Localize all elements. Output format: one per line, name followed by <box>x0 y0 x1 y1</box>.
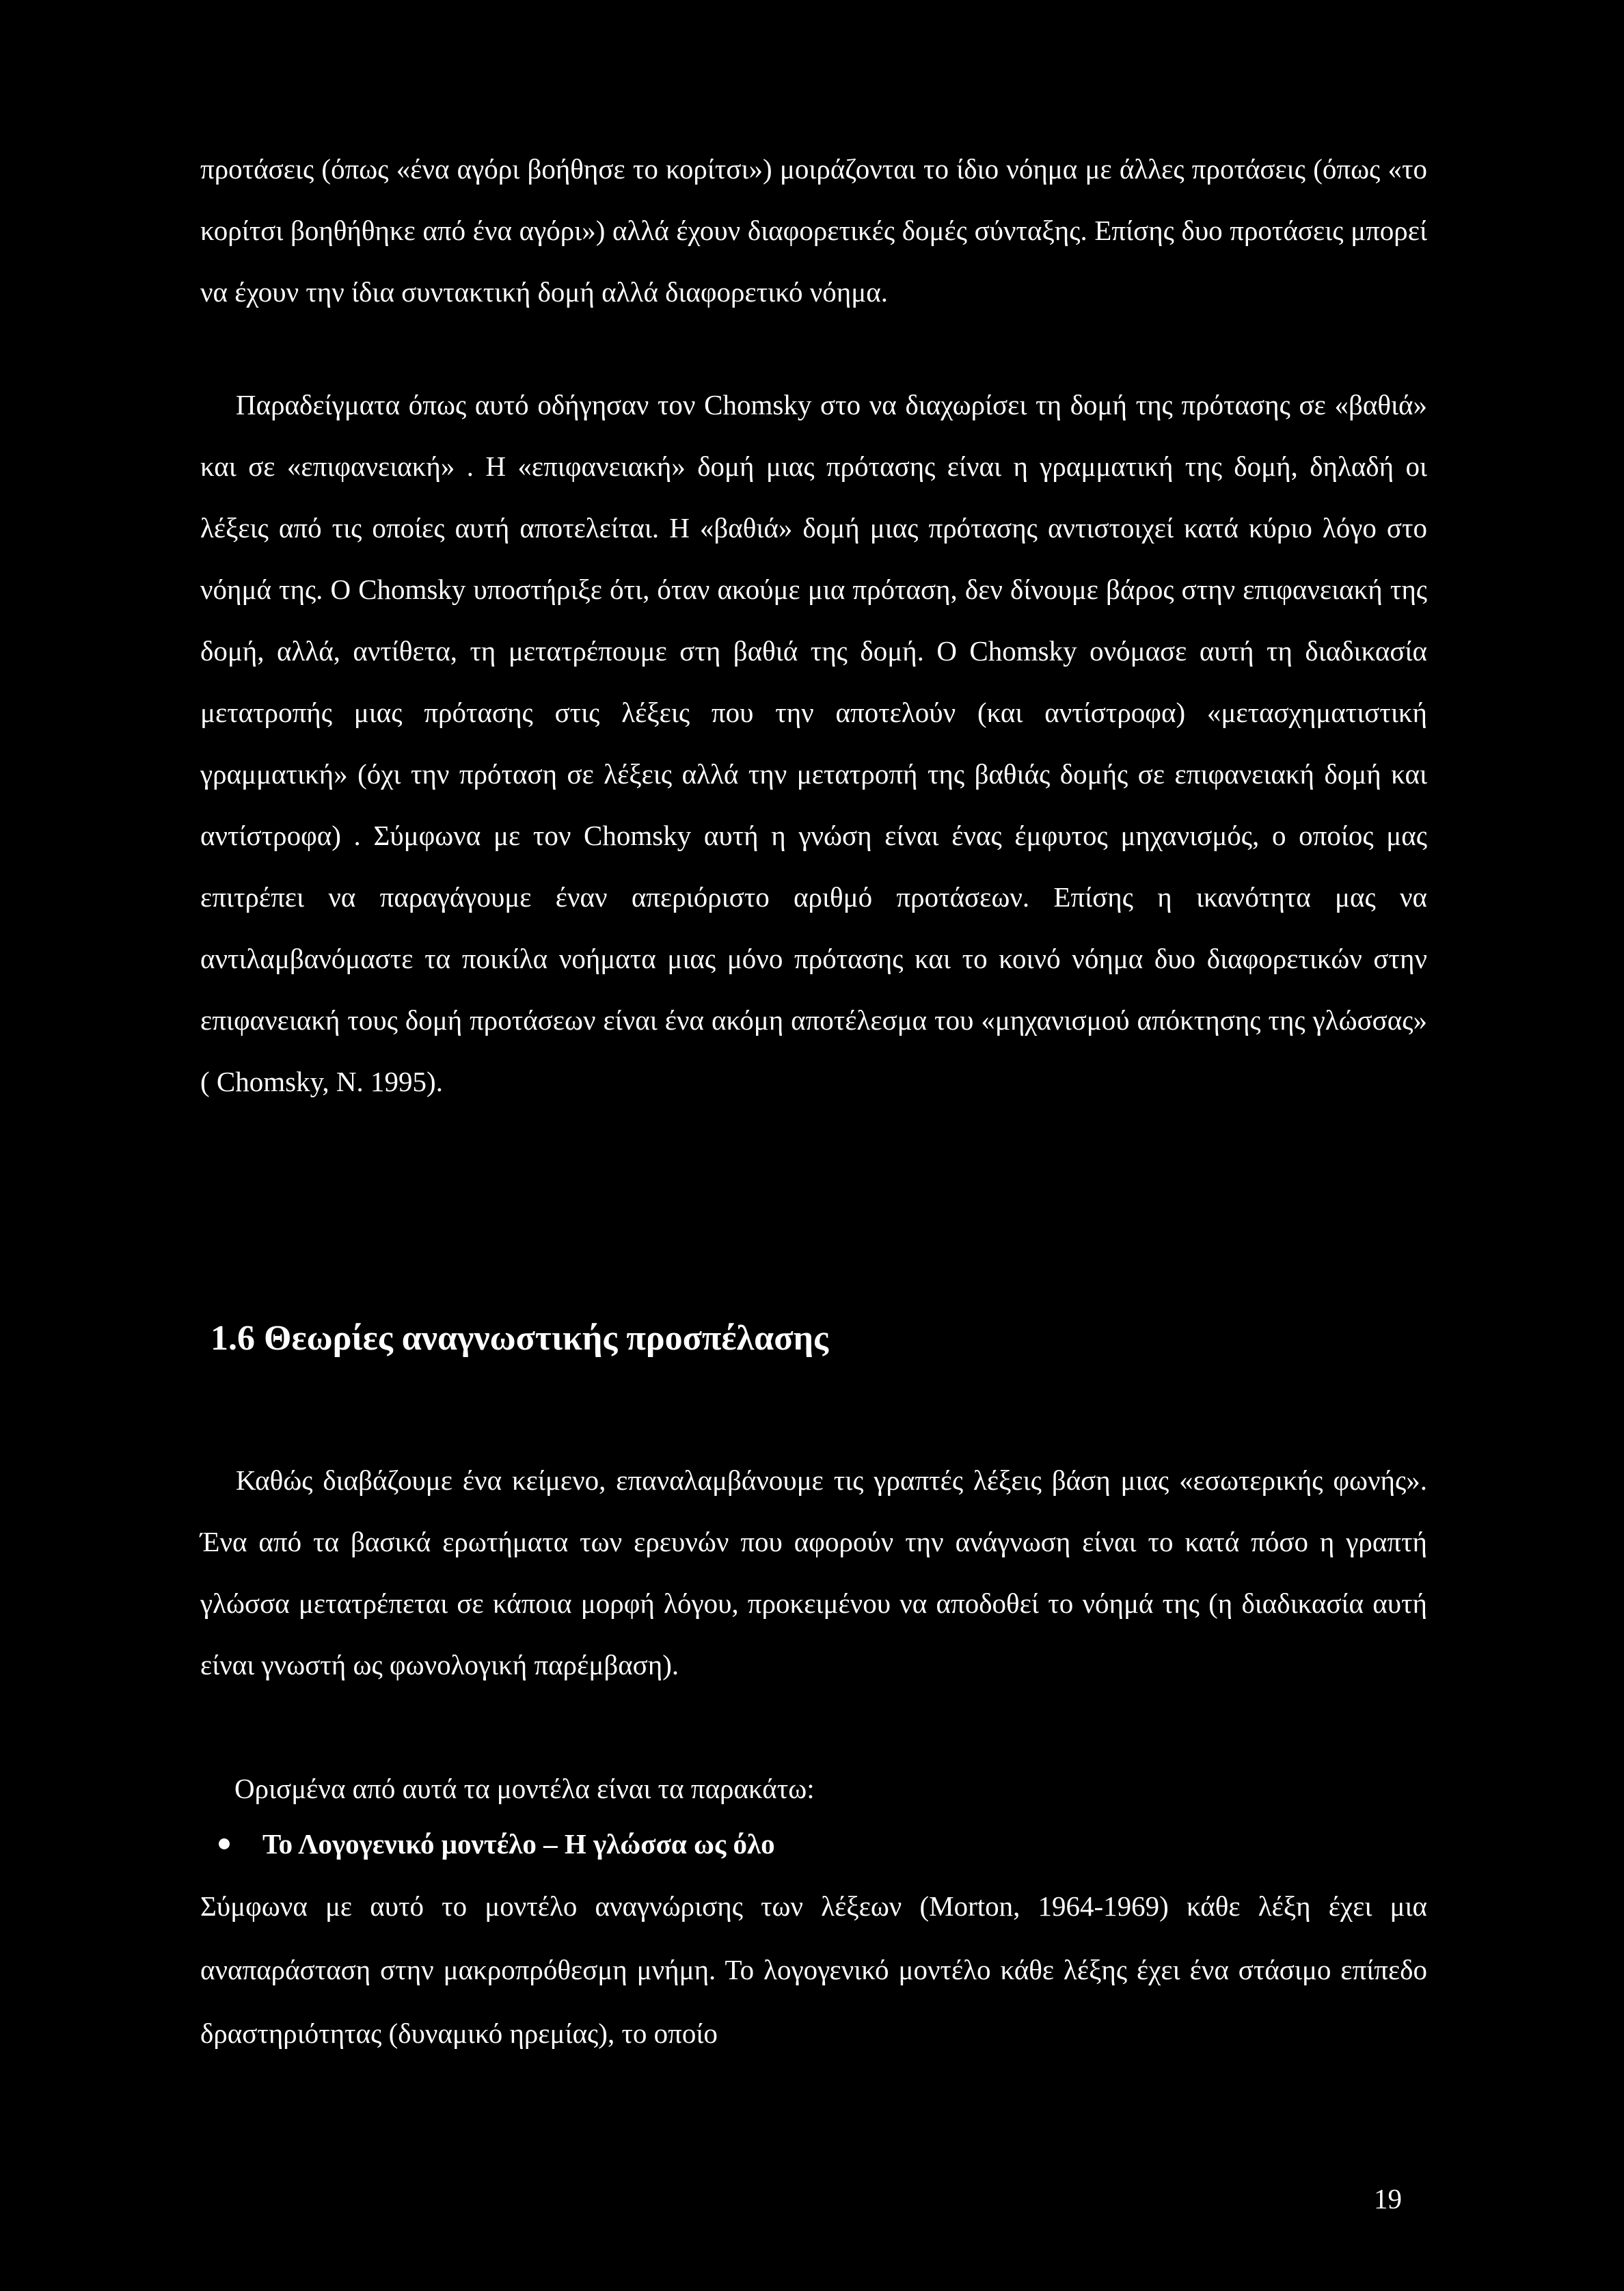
models-intro-line <box>234 1758 815 1819</box>
page-number: 19 <box>1374 2183 1402 2214</box>
paragraph-continuation: προτάσεις (όπως «ένα αγόρι βοήθησε το κορίτσι») μοιράζονται το ίδιο νόημα με άλλες προτάσεις (όπως «το κορίτσι βοηθήθηκε από ένα αγόρι») αλλά έχουν διαφορετικές δομές σύνταξης. Επίσης δυο προτάσεις μπορεί να έχουν την ίδια συντακτική δομή αλλά διαφορετικό νόημα. <box>200 153 1427 308</box>
paragraph-chomsky-deep-structure: Παραδείγματα όπως αυτό οδήγησαν τον Chomsky στο να διαχωρίσει τη δομή της πρότασης σε «βαθιά» και σε «επιφανειακή» . Η «επιφανειακή» δομή μιας πρότασης είναι η γραμματική της δομή, δηλαδή οι λέξεις από τις οποίες αυτή αποτελείται. Η «βαθιά» δομή μιας πρότασης αντιστοιχεί κατά κύριο λόγο στο νόημά της. Ο Chomsky υποστήριξε ότι, όταν ακούμε μια πρόταση, δεν δίνουμε βάρος στην επιφανειακή της δομή, αλλά, αντίθετα, τη μετατρέπουμε στη βαθιά της δομή. Ο Chomsky ονόμασε αυτή τη διαδικασία μετατροπής μιας πρότασης στις λέξεις που την αποτελούν (και αντίστροφα) «μετασχηματιστική γραμματική» (όχι την πρόταση σε λέξεις αλλά την μετατροπή της βαθιάς δομής σε επιφανειακή δομή και αντίστροφα) . Σύμφωνα με τον Chomsky αυτή η γνώση είναι ένας έμφυτος μηχανισμός, ο οποίος μας επιτρέπει να παραγάγουμε έναν απεριόριστο αριθμό προτάσεων. Επίσης η ικανότητα μας να αντιλαμβανόμαστε τα ποικίλα νοήματα μιας μόνο πρότασης και το κοινό νόημα δυο διαφορετικών στην επιφανειακή τους δομή προτάσεων είναι ένα ακόμη αποτέλεσμα του «μηχανισμού απόκτησης της γλώσσας» ( Chomsky, N. 1995). <box>200 389 1427 1097</box>
section-heading: 1.6 Θεωρίες αναγνωστικής προσπέλασης <box>211 1319 828 1358</box>
paragraph-reading-inner-voice: Καθώς διαβάζουμε ένα κείμενο, επαναλαμβάνουμε τις γραπτές λέξεις βάση μιας «εσωτερικής φωνής». Ένα από τα βασικά ερωτήματα των ερευνών που αφορούν την ανάγνωση είναι το κατά πόσο η γραπτή γλώσσα μετατρέπεται σε κάποια μορφή λόγου, προκειμένου να αποδοθεί το νόημά της (η διαδικασία αυτή είναι γνωστή ως φωνολογική παρέμβαση). <box>200 1464 1427 1680</box>
models-intro-text: Ορισμένα από αυτά τα μοντέλα είναι τα παρακάτω: <box>234 1773 815 1804</box>
bullet-item-logogen <box>219 1813 775 1875</box>
bullet-label: Το Λογογενικό μοντέλο – Η γλώσσα ως όλο <box>262 1828 775 1860</box>
paragraph-logogen-model: Σύμφωνα με αυτό το μοντέλο αναγνώρισης των λέξεων (Morton, 1964-1969) κάθε λέξη έχει μια αναπαράσταση στην μακροπρόθεσμη μνήμη. Το λογογενικό μοντέλο κάθε λέξης έχει ένα στάσιμο επίπεδο δραστηριότητας (δυναμικό ηρεμίας), το οποίο <box>200 1890 1427 2049</box>
bullet-icon <box>219 1838 230 1849</box>
